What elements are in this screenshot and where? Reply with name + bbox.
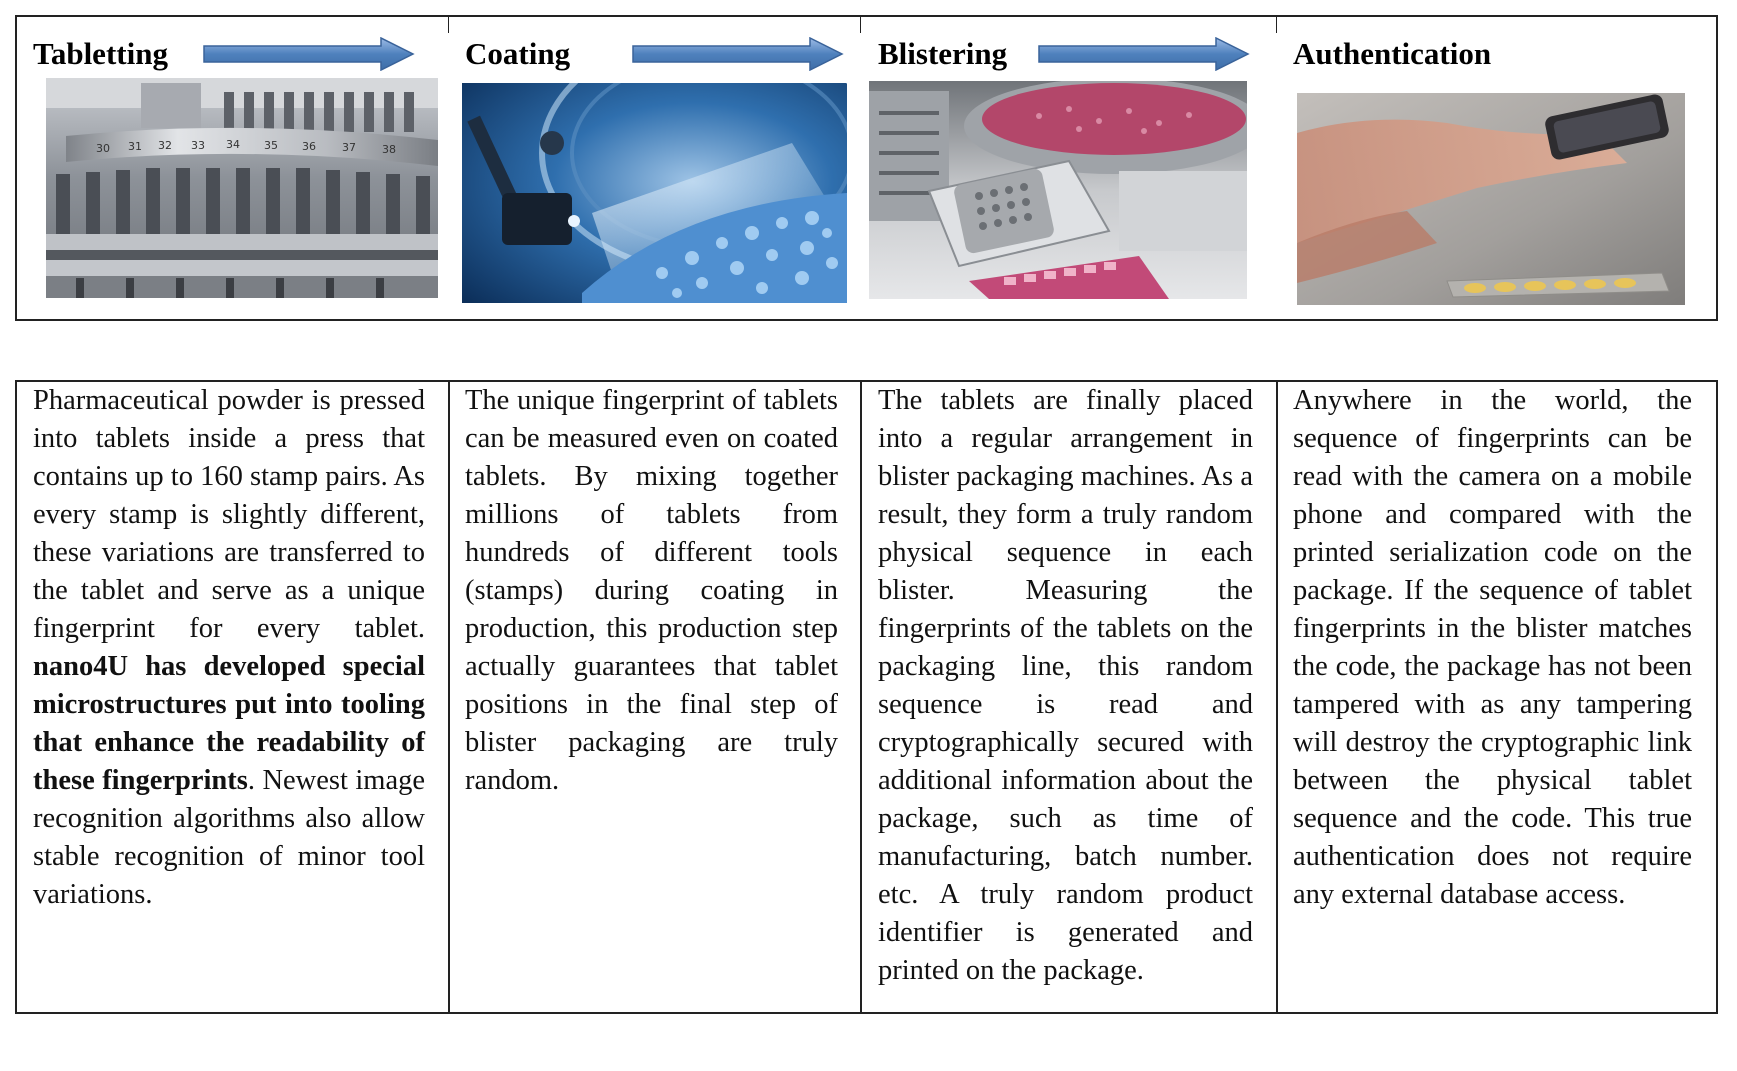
phone-scan-photo (1297, 93, 1685, 305)
press-number: 33 (191, 139, 205, 152)
description-tabletting-text-end: . Newest image recognition algorithms also allow stable recognition of minor tool variations. (33, 765, 426, 910)
tablet-press-photo (46, 78, 438, 298)
description-tabletting (33, 382, 425, 914)
press-number: 32 (158, 139, 172, 152)
stage-title-coating: Coating (465, 36, 571, 71)
column-divider (448, 380, 450, 1014)
press-number: 37 (342, 141, 356, 154)
panel-tick (860, 15, 861, 33)
description-coating: The unique fingerprint of tablets can be measured even on coated tablets. By mixing together millions of tablets from hundreds of different tools (stamps) during coating in production, this production step actually guarantees that tablet positions in the final step of blister packaging are truly random. (465, 385, 838, 796)
press-number: 31 (128, 140, 142, 153)
column-divider (860, 380, 862, 1014)
press-number: 35 (264, 139, 278, 152)
stage-title-authentication: Authentication (1293, 36, 1492, 71)
description-tabletting-bold: nano4U has developed special microstructures put into tooling that enhance the readability of these fingerprints (33, 651, 425, 796)
column-divider (1276, 380, 1278, 1014)
panel-tick (1276, 15, 1277, 33)
arrow-right-icon (1038, 37, 1250, 71)
blister-machine-photo (869, 81, 1247, 299)
description-tabletting-text: Pharmaceutical powder is pressed into tablets inside a press that contains up to 160 stamp pairs. As every stamp is slightly different, these variations are transferred to the tablet and serve as a unique fingerprint for every tablet. (33, 385, 425, 644)
panel-top-border (15, 15, 1718, 17)
description-authentication: Anywhere in the world, the sequence of fingerprints can be read with the camera on a mobile phone and compared with the printed serialization code on the package. If the sequence of tablet fingerprints in the blister matches the code, the package has not been tampered with as any tampering will destroy the cryptographic link between the physical tablet sequence and the code. This true authentication does not require any external database access. (1293, 385, 1692, 910)
arrow-right-icon (632, 37, 844, 71)
description-blistering: The tablets are finally placed into a regular arrangement in blister packaging machines. As a result, they form a truly random physical sequence in each blister. Measuring the fingerprints of the tablets on the packaging line, this random sequence is read and cryptographically secured with additional information about the package, such as time of manufacturing, batch number. etc. A truly random product identifier is generated and printed on the package. (878, 385, 1253, 986)
press-number: 30 (96, 142, 110, 155)
press-number: 36 (302, 140, 316, 153)
arrow-right-icon (203, 37, 415, 71)
panel-tick (448, 15, 449, 33)
stage-title-tabletting: Tabletting (33, 36, 168, 71)
press-number: 34 (226, 138, 240, 151)
stage-title-blistering: Blistering (878, 36, 1008, 71)
coating-spray-photo (462, 83, 847, 303)
press-number: 38 (382, 143, 396, 156)
